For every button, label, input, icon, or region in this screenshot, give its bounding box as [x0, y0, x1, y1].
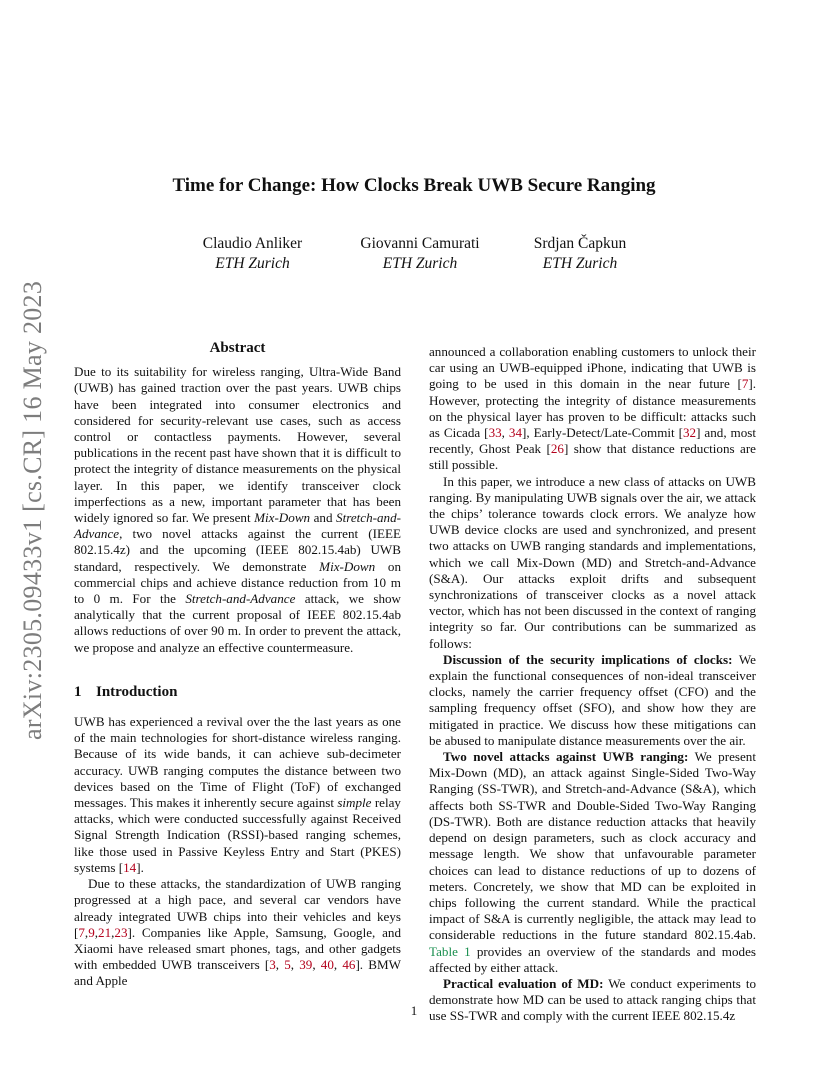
- author-name: Claudio Anliker: [202, 235, 303, 252]
- author-3: [525, 234, 635, 274]
- contribution-paragraph: Discussion of the security implications of clocks: We explain the functional consequences of non-ideal transceiver clocks, namely the carrier frequency offset (CFO) and the sampling frequency offset (SFO), and show how they are mitigated in practice. We discuss how these mitigations can be abused to manipulate distance measurements over the air.: [429, 651, 756, 748]
- author-name: Srdjan Čapkun: [533, 235, 627, 252]
- page-number: 1: [410, 1003, 418, 1018]
- intro-paragraph: UWB has experienced a revival over the the last years as one of the main technologies for short-distance wireless ranging. Because of its wide bands, it can achieve sub-decimeter accuracy. UWB ranging computes the distance between two devices based on the Time of Flight (ToF) of exchanged messages. This makes it inherently secure against simple relay attacks, which were conducted successfully against Received Signal Strength Indication (RSSI)-based ranging schemes, like those used in Passive Keyless Entry and Start (PKES) systems [14].: [74, 714, 401, 875]
- contribution-paragraph: Practical evaluation of MD: We conduct experiments to demonstrate how MD can be used to attack ranging chips that use SS-TWR and comply with the current IEEE 802.15.4z: [429, 975, 757, 1024]
- left-column: [74, 340, 401, 990]
- body-paragraph: In this paper, we introduce a new class of attacks on UWB ranging. By manipulating UWB signals over the air, we attack the chips’ tolerance towards clock errors. We analyze how UWB device clocks are used and synchronized, and present two attacks on UWB ranging standards and implementations, which we call Mix-Down (MD) and Stretch-and-Advance (S&A). Our attacks exploit drifts and subsequent synchronizations of transceiver clocks as a novel attack vector, which has not been discussed in the context of ranging integrity so far. Our contributions can be summarized as follows:: [429, 473, 756, 651]
- author-affiliation: ETH Zurich: [542, 255, 618, 272]
- author-affiliation: ETH Zurich: [215, 255, 290, 272]
- intro-paragraph: Due to these attacks, the standardization of UWB ranging progressed at a high pace, and several car vendors have already integrated UWB chips into their vehicles and keys [7,9,21,23]. Companies like Apple, Samsung, Google, and Xiaomi have released smart phones, tags, and other gadgets with embedded UWB transceivers [3, 5, 39, 40, 46]. BMW and Apple: [74, 876, 401, 989]
- section-title: Introduction: [96, 683, 178, 700]
- section-number: 1: [74, 683, 82, 700]
- paper-title: Time for Change: How Clocks Break UWB Secure Ranging: [172, 175, 656, 196]
- abstract-text: Due to its suitability for wireless ranging, Ultra-Wide Band (UWB) has gained traction over the past years. UWB chips have been integrated into consumer electronics and considered for security-relevant use cases, such as access control or contactless payments. However, several publications in the recent past have shown that it is difficult to protect the integrity of distance measurements on the physical layer. In this paper, we identify transceiver clock imperfections as a new, important parameter that has been widely ignored so far. We present Mix-Down and Stretch-and-Advance, two novel attacks against the current (IEEE 802.15.4z) and the upcoming (IEEE 802.15.4ab) UWB standard, respectively. We demonstrate Mix-Down on commercial chips and achieve distance reduction from 10 m to 0 m. For the Stretch-and-Advance attack, we show analytically that the current proposal of IEEE 802.15.4ab allows reductions of over 90 m. In order to prevent the attack, we propose and analyze an effective countermeasure.: [74, 364, 402, 655]
- abstract-heading: Abstract: [209, 340, 266, 356]
- section-heading: [74, 684, 401, 700]
- author-affiliation: ETH Zurich: [382, 255, 458, 272]
- right-column: [429, 344, 756, 1025]
- contribution-paragraph: Two novel attacks against UWB ranging: We present Mix-Down (MD), an attack against Single-Sided Two-Way Ranging (SS-TWR), and Stretch-and-Advance (S&A), which affects both SS-TWR and Double-Sided Two-Way Ranging (DS-TWR). Both are distance reduction attacks that heavily depend on design parameters, such as clock accuracy and message length. We show that unfavourable parameter choices can lead to distance reductions of up to dozens of meters. Concretely, we show that MD can be exploited in chips following the current standard. While the practical impact of S&A is currently negligible, the attack may lead to considerable reductions in the future standard 802.15.4ab. Table 1 provides an overview of the standards and modes affected by either attack.: [429, 749, 756, 975]
- author-2: [350, 234, 490, 274]
- body-paragraph: announced a collaboration enabling customers to unlock their car using an UWB-equipped iPhone, indicating that UWB is going to be used in this domain in the near future [7]. However, protecting the integrity of distance measurements on the physical layer has proven to be difficult: attacks such as Cicada [33, 34], Early-Detect/Late-Commit [32] and, most recently, Ghost Peak [26] show that distance reductions are still possible.: [429, 344, 757, 473]
- author-name: Giovanni Camurati: [360, 235, 480, 252]
- arxiv-identifier: arXiv:2305.09433v1 [cs.CR] 16 May 2023: [18, 280, 47, 740]
- author-1: [190, 234, 315, 274]
